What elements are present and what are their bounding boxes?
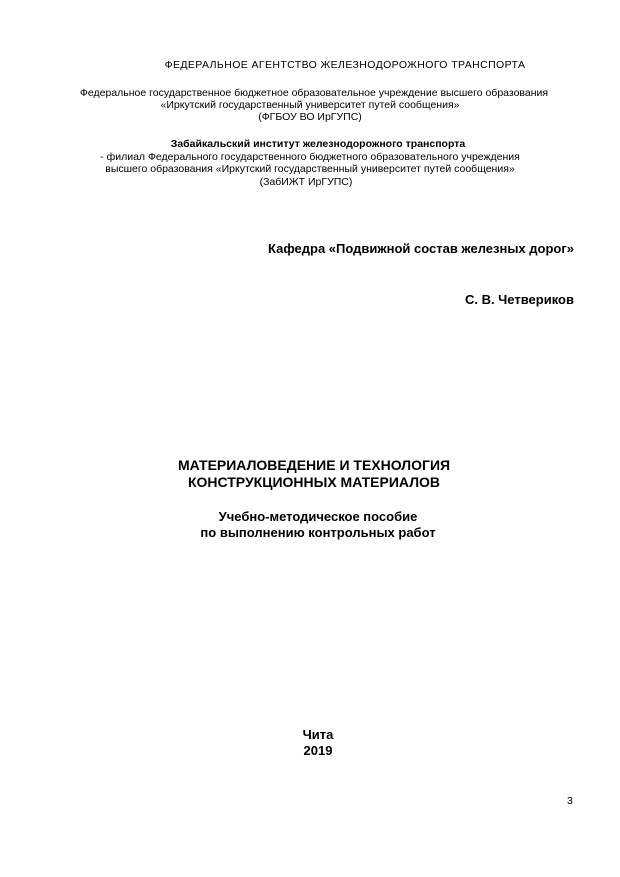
document-title-line-1: МАТЕРИАЛОВЕДЕНИЕ И ТЕХНОЛОГИЯ <box>177 457 451 473</box>
university-line-3: (ФГБОУ ВО ИрГУПС) <box>258 111 362 123</box>
institute-line-2: высшего образования «Иркутский государственный университет путей сообщения» <box>105 163 515 175</box>
institute-title: Забайкальский институт железнодорожного транспорта <box>170 138 466 150</box>
institute-line-3: (ЗабИЖТ ИрГУПС) <box>259 176 353 188</box>
year: 2019 <box>303 743 333 758</box>
subtitle-line-2: по выполнению контрольных работ <box>200 525 436 540</box>
agency-name: ФЕДЕРАЛЬНОЕ АГЕНТСТВО ЖЕЛЕЗНОДОРОЖНОГО ТРАНСПОРТА <box>164 59 526 71</box>
city: Чита <box>302 727 334 742</box>
author-name: С. В. Четвериков <box>464 292 574 307</box>
subtitle-line-1: Учебно-методическое пособие <box>218 509 418 524</box>
university-line-1: Федеральное государственное бюджетное образовательное учреждение высшего образования <box>79 87 549 99</box>
institute-line-1: - филиал Федерального государственного бюджетного образовательного учреждения <box>100 151 520 163</box>
page-number: 3 <box>567 795 573 807</box>
department-name: Кафедра «Подвижной состав железных дорог» <box>268 241 574 256</box>
document-title-line-2: КОНСТРУКЦИОННЫХ МАТЕРИАЛОВ <box>187 474 441 490</box>
university-line-2: «Иркутский государственный университет путей сообщения» <box>160 99 460 111</box>
